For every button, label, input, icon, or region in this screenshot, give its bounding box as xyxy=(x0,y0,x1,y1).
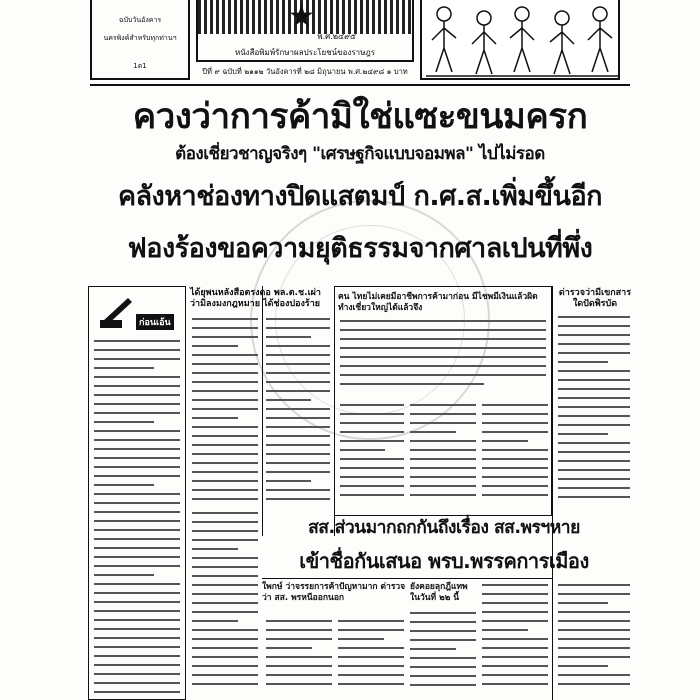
column-rule xyxy=(552,286,553,700)
story-body-text xyxy=(192,318,258,504)
story-body-text xyxy=(558,316,630,506)
story-headline: คน ไทยไม่เคยมีอาชีพการค้ามาก่อน มีไชพมีเงินแล้วผิดทำงเชี่ยวใหญ่ได้แล้วจึง xyxy=(338,292,538,313)
logo-year: พ.ศ.๒๔๙๕ xyxy=(317,32,356,41)
subhead-rule xyxy=(262,578,552,579)
story-body-text xyxy=(558,584,630,698)
story-headline: ด่ารวจว่ามีเขกสาร ใดปัดพิรบัด xyxy=(558,288,632,309)
headline-main: ควงว่าการค้ามิใช่แซะขนมครก xyxy=(132,97,588,137)
issue-line: ปีที่ ๙ ฉบับที่ ๒๑๑๒ วันอังคารที่ ๒๘ มิถุนายน พ.ศ.๒๔๙๘ ๑ บาท xyxy=(202,67,408,76)
headline-second: คลังหาช่องทางปิดแสตมป์ ก.ศ.ส.เพิ่มขึ้นอีก xyxy=(117,181,603,212)
headline-third: ฟองร้องขอความยุติธรรมจากศาลเปนที่พึ่ง xyxy=(127,233,593,264)
story-body-text xyxy=(410,612,476,698)
story-headline: ได้ยุพนหลังสือตรงตอ พล.ต.ช.เผ่า ว่ามิลงมงกฎหมาย ได้ช่องปองร้าย xyxy=(190,288,321,309)
story-body-text xyxy=(266,318,330,504)
ear-line: นครพิงค์สำหรับทุกท่านฯ xyxy=(103,34,177,42)
story-body-text xyxy=(410,404,476,510)
story-body-text xyxy=(482,584,548,698)
story-body-text xyxy=(192,512,258,698)
story-body-text xyxy=(482,404,548,510)
newspaper-logo xyxy=(196,0,414,62)
column-rule xyxy=(262,286,263,536)
ear-box xyxy=(90,0,190,80)
cartoon-figures-icon xyxy=(422,0,620,80)
story-body-text xyxy=(340,320,546,400)
column-body-text xyxy=(94,340,180,696)
ear-price: 1ต1 xyxy=(133,62,147,70)
column-label: ก่อนเอ้น xyxy=(136,314,174,330)
logo-slogan: หนังสือพิมพ์รักษาผลประโยชน์ของราษฎร xyxy=(234,48,376,57)
pen-inkwell-icon xyxy=(96,292,136,330)
story-body-text xyxy=(266,620,332,698)
cartoon-illustration xyxy=(420,0,620,80)
subheadline: สส.ส่วนมากถกกันถึงเรื่อง สส.พรฯหาย xyxy=(308,518,580,538)
ear-line: ฉบับวันอังคาร xyxy=(118,16,162,24)
star-icon: ★ xyxy=(288,0,315,34)
subheadline: เข้าชื่อกันเสนอ พรบ.พรรคการเมือง xyxy=(299,549,589,573)
column-logo xyxy=(96,292,180,332)
story-headline: ใพกษ์ ว่าจรรยการค้าปัญหามาก ต่ารวจว่า สส. พรหนีออกนอก xyxy=(262,582,406,603)
story-headline: ยังคอยลุกฎีแทพ ในวันที่ ๒๒ นี้ xyxy=(410,582,468,603)
masthead xyxy=(0,0,700,84)
story-body-text xyxy=(338,620,404,698)
masthead-rule xyxy=(90,84,630,86)
story-body-text xyxy=(340,404,404,510)
headline-sub: ต้องเชี่ยวชาญจริงๆ "เศรษฐกิจแบบจอมพล" ไปไม่รอด xyxy=(175,144,545,164)
